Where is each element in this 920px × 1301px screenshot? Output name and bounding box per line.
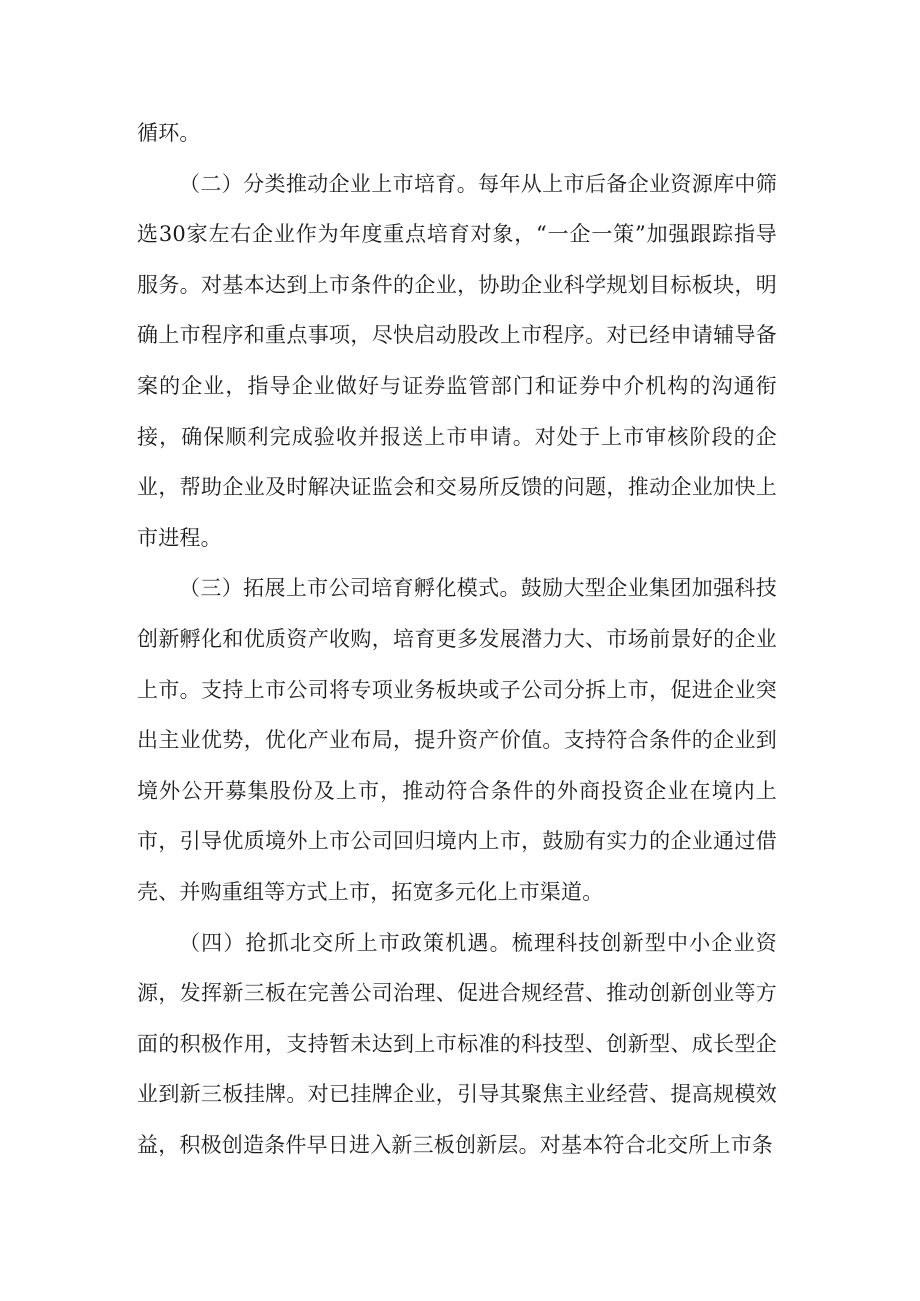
document-body bbox=[137, 108, 777, 1170]
paragraph-continuation: 循环。 bbox=[137, 121, 201, 145]
paragraph-section-2: （二）分类推动企业上市培育。每年从上市后备企业资源库中筛选30家左右企业作为年度重点培育对象，“一企一策”加强跟踪指导服务。对基本达到上市条件的企业，协助企业科学规划目标板块，明确上市程序和重点事项，尽快启动股改上市程序。对已经申请辅导备案的企业，指导企业做好与证券监管部门和证券中介机构的沟通衔接，确保顺利完成验收并报送上市申请。对处于上市审核阶段的企业，帮助企业及时解决证监会和交易所反馈的问题，推动企业加快上市进程。 bbox=[137, 171, 777, 550]
paragraph-section-3: （三）拓展上市公司培育孵化模式。鼓励大型企业集团加强科技创新孵化和优质资产收购，培育更多发展潜力大、市场前景好的企业上市。支持上市公司将专项业务板块或子公司分拆上市，促进企业突出主业优势，优化产业布局，提升资产价值。支持符合条件的企业到境外公开募集股份及上市，推动符合条件的外商投资企业在境内上市，引导优质境外上市公司回归境内上市，鼓励有实力的企业通过借壳、并购重组等方式上市，拓宽多元化上市渠道。 bbox=[137, 576, 777, 904]
paragraph-section-4: （四）抢抓北交所上市政策机遇。梳理科技创新型中小企业资源，发挥新三板在完善公司治理、促进合规经营、推动创新创业等方面的积极作用，支持暂未达到上市标准的科技型、创新型、成长型企业到新三板挂牌。对已挂牌企业，引导其聚焦主业经营、提高规模效益，积极创造条件早日进入新三板创新层。对基本符合北交所上市条 bbox=[137, 930, 777, 1157]
